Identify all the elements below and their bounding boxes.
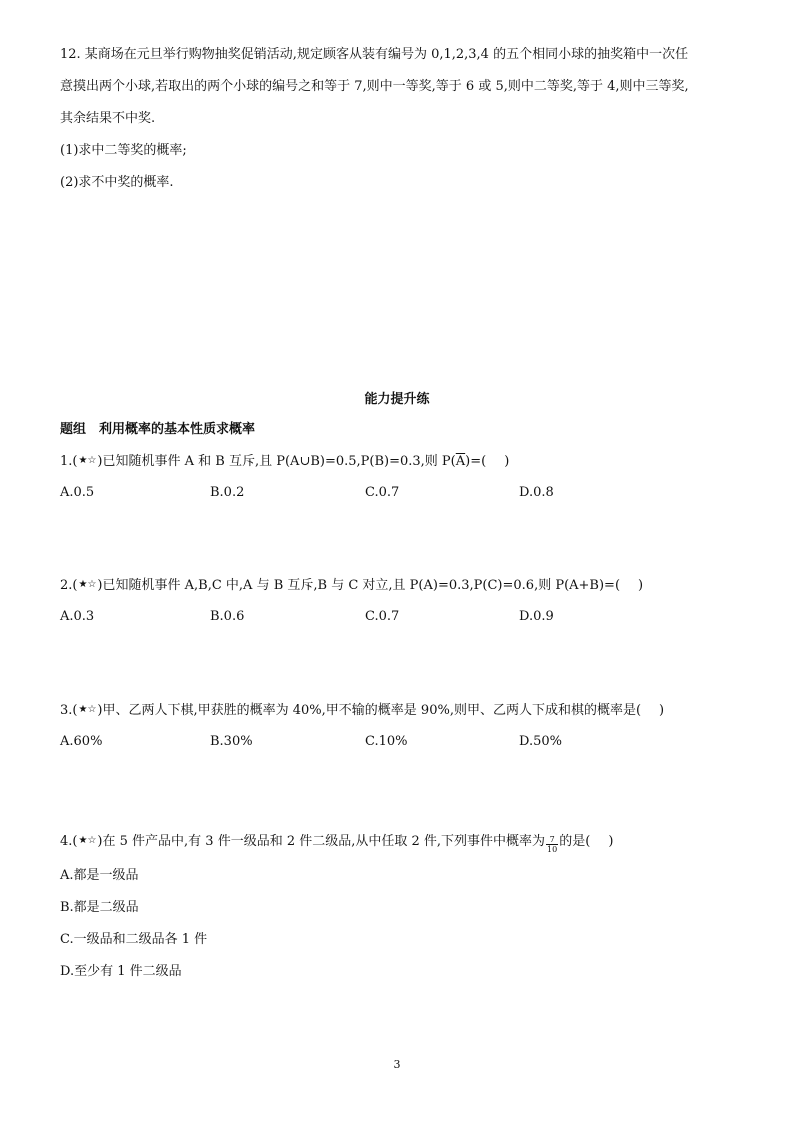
question-4-number: 4. [60, 834, 73, 849]
section-title: 能力提升练 [364, 392, 430, 407]
complement-a: $\overline{A}$ [455, 454, 466, 469]
q12-part-2: (2)求不中奖的概率. [60, 175, 174, 190]
question-1-option-c: C.0.7 [365, 485, 400, 500]
difficulty-star-icon: ★☆ [78, 455, 97, 466]
question-1-option-a: A.0.5 [60, 485, 95, 500]
fraction [546, 835, 558, 854]
question-3-option-c: C.10% [365, 734, 408, 749]
question-4-option-c: C.一级品和二级品各 1 件 [60, 932, 208, 947]
question-2-option-b: B.0.6 [210, 609, 245, 624]
question-3-text-a: 甲、乙两人下棋,甲获胜的概率为 40%,甲不输的概率是 90%,则甲、乙两人下成和棋的概率是( [102, 703, 642, 718]
question-2-option-a: A.0.3 [60, 609, 95, 624]
question-3-option-b: B.30% [210, 734, 253, 749]
difficulty-star-icon: ★☆ [78, 704, 97, 715]
question-4-text-b: 的是( [559, 834, 591, 849]
question-3-option-d: D.50% [519, 734, 562, 749]
difficulty-star-icon: ★☆ [78, 835, 97, 846]
question-3-option-a: A.60% [60, 734, 103, 749]
question-2-stem: 2.(★☆)已知随机事件 A,B,C 中,A 与 B 互斥,B 与 C 对立,且 P(A)=0.3,P(C)=0.6,则 P(A+B)=( ) [60, 578, 644, 593]
question-1-text-b: )=( [465, 454, 487, 469]
question-1-text-a: 已知随机事件 A 和 B 互斥,且 P(A∪B)=0.5,P(B)=0.3,则 P( [102, 454, 456, 469]
q12-part-1: (1)求中二等奖的概率; [60, 143, 187, 158]
question-2-option-d: D.0.9 [519, 609, 554, 624]
q12-line-1: 12. 某商场在元旦举行购物抽奖促销活动,规定顾客从装有编号为 0,1,2,3,4 的五个相同小球的抽奖箱中一次任 [60, 47, 689, 62]
question-3-stem: 3.(★☆)甲、乙两人下棋,甲获胜的概率为 40%,甲不输的概率是 90%,则甲、乙两人下成和棋的概率是( ) [60, 703, 665, 718]
question-2-option-c: C.0.7 [365, 609, 400, 624]
question-4-option-b: B.都是二级品 [60, 900, 139, 915]
fraction-numerator: 7 [546, 835, 558, 845]
question-1-stem: 1.(★☆)已知随机事件 A 和 B 互斥,且 P(A∪B)=0.5,P(B)=0.3,则 $P(\overline{A})=$( ) [60, 454, 510, 469]
difficulty-star-icon: ★☆ [78, 579, 97, 590]
question-4-option-a: A.都是一级品 [60, 868, 139, 883]
q12-line-3: 其余结果不中奖. [60, 111, 156, 126]
question-4-stem: 4.(★☆)在 5 件产品中,有 3 件一级品和 2 件二级品,从中任取 2 件,下列事件中概率为 $\frac{7}{10}$ 的是( ) [60, 834, 614, 854]
question-4-option-d: D.至少有 1 件二级品 [60, 964, 182, 979]
page-number: 3 [393, 1058, 401, 1071]
question-4-text-a: 在 5 件产品中,有 3 件一级品和 2 件二级品,从中任取 2 件,下列事件中概率为 [102, 834, 546, 849]
question-3-text-c: ) [659, 703, 665, 718]
question-3-number: 3. [60, 703, 73, 718]
question-1-number: 1. [60, 454, 73, 469]
group-title: 题组 利用概率的基本性质求概率 [60, 422, 256, 437]
fraction-denominator: 10 [547, 845, 558, 854]
question-1-option-b: B.0.2 [210, 485, 245, 500]
question-2-text-a: 已知随机事件 A,B,C 中,A 与 B 互斥,B 与 C 对立,且 P(A)=0.3,P(C)=0.6,则 P(A+B)=( [102, 578, 621, 593]
question-1-option-d: D.0.8 [519, 485, 554, 500]
question-2-number: 2. [60, 578, 73, 593]
q12-line-2: 意摸出两个小球,若取出的两个小球的编号之和等于 7,则中一等奖,等于 6 或 5,则中二等奖,等于 4,则中三等奖, [60, 79, 689, 94]
question-4-text-c: ) [608, 834, 614, 849]
question-1-text-c: ) [504, 454, 510, 469]
question-2-text-c: ) [638, 578, 644, 593]
